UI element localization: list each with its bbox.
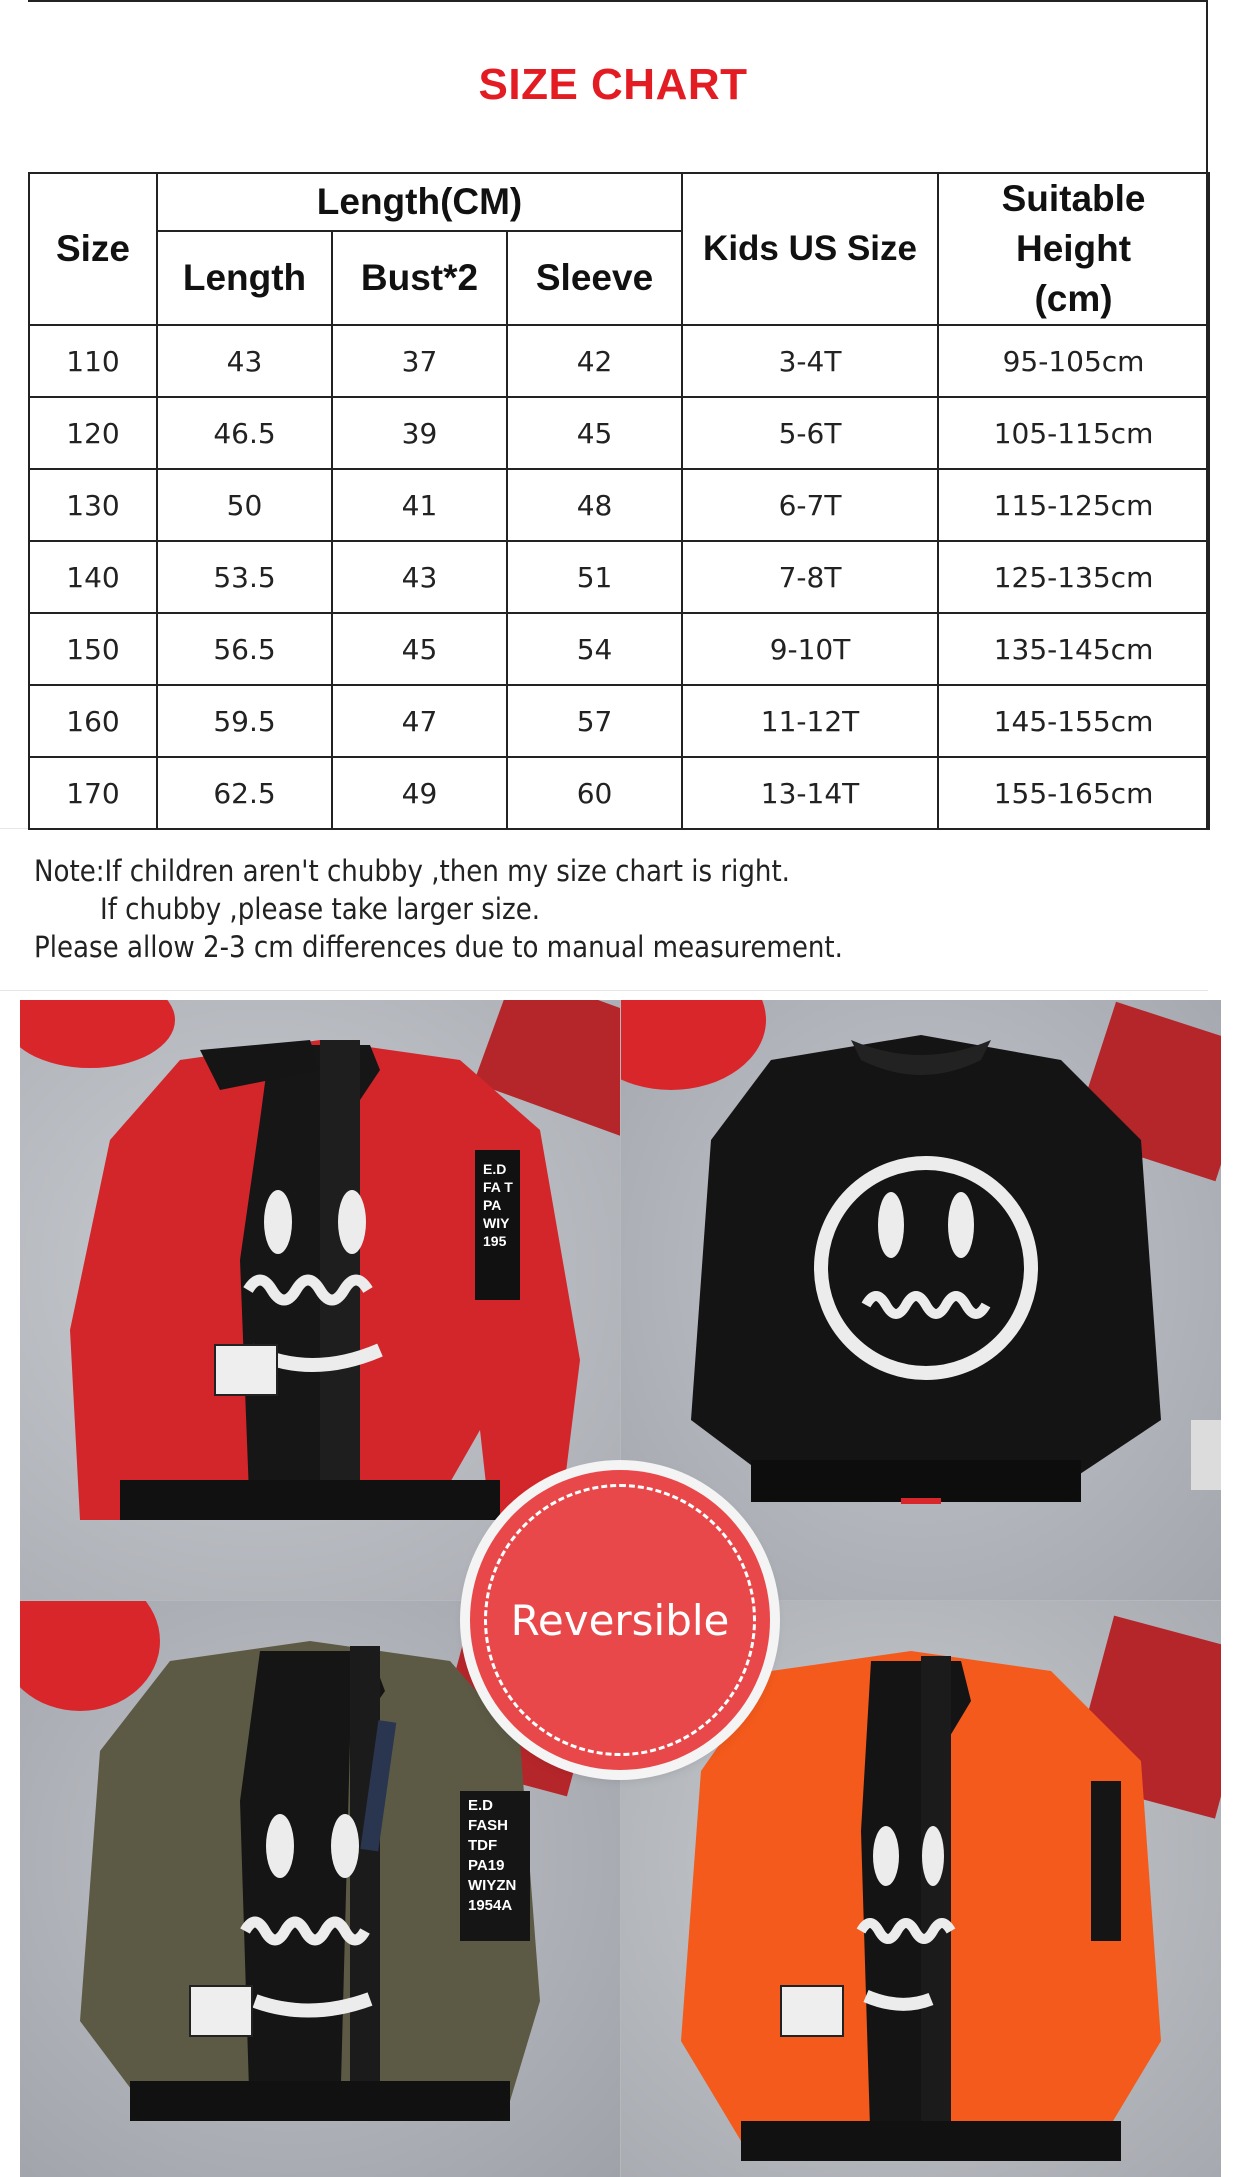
- cell-kids-us-size: 3-4T: [682, 325, 938, 397]
- table-row: [29, 541, 1209, 613]
- cell-sleeve: 45: [507, 397, 682, 469]
- table-header-row: [29, 173, 1209, 231]
- table-row: [29, 757, 1209, 829]
- header-sleeve: Sleeve: [507, 231, 682, 325]
- header-bust: Bust*2: [332, 231, 507, 325]
- cell-length: 59.5: [157, 685, 332, 757]
- cell-size: 170: [29, 757, 157, 829]
- cell-kids-us-size: 9-10T: [682, 613, 938, 685]
- cell-length: 53.5: [157, 541, 332, 613]
- size-note: [34, 852, 1184, 966]
- cell-height: 155-165cm: [938, 757, 1209, 829]
- cell-bust: 45: [332, 613, 507, 685]
- header-kids-us-size: Kids US Size: [682, 173, 938, 325]
- cell-size: 130: [29, 469, 157, 541]
- cell-size: 120: [29, 397, 157, 469]
- table-body: [29, 325, 1209, 829]
- cell-sleeve: 54: [507, 613, 682, 685]
- table-row: [29, 325, 1209, 397]
- cell-height: 105-115cm: [938, 397, 1209, 469]
- cell-sleeve: 57: [507, 685, 682, 757]
- size-table: [28, 172, 1210, 830]
- cell-height: 95-105cm: [938, 325, 1209, 397]
- note-line: Please allow 2-3 cm differences due to manual measurement.: [34, 930, 843, 964]
- cell-kids-us-size: 7-8T: [682, 541, 938, 613]
- reversible-badge: [470, 1470, 770, 1770]
- table-row: [29, 397, 1209, 469]
- header-length-group: Length(CM): [157, 173, 682, 231]
- sleeve-patch-text: E.D FA T PA WIY 195: [483, 1161, 513, 1249]
- cell-length: 50: [157, 469, 332, 541]
- page-title: SIZE CHART: [478, 60, 748, 109]
- cell-bust: 37: [332, 325, 507, 397]
- cell-size: 150: [29, 613, 157, 685]
- note-line: If chubby ,please take larger size.: [100, 892, 541, 926]
- badge-label: Reversible: [510, 1595, 730, 1645]
- cell-bust: 39: [332, 397, 507, 469]
- cell-length: 62.5: [157, 757, 332, 829]
- cell-size: 140: [29, 541, 157, 613]
- header-length: Length: [157, 231, 332, 325]
- cell-kids-us-size: 6-7T: [682, 469, 938, 541]
- note-line: Note:If children aren't chubby ,then my size chart is right.: [34, 854, 790, 888]
- cell-kids-us-size: 5-6T: [682, 397, 938, 469]
- table-row: [29, 613, 1209, 685]
- cell-sleeve: 60: [507, 757, 682, 829]
- cell-height: 125-135cm: [938, 541, 1209, 613]
- table-row: [29, 685, 1209, 757]
- cell-sleeve: 51: [507, 541, 682, 613]
- cell-height: 135-145cm: [938, 613, 1209, 685]
- cell-size: 160: [29, 685, 157, 757]
- cell-kids-us-size: 11-12T: [682, 685, 938, 757]
- sleeve-patch-text: E.D FASH TDF PA19 WIYZN 1954A: [468, 1797, 517, 1914]
- cell-size: 110: [29, 325, 157, 397]
- cell-length: 56.5: [157, 613, 332, 685]
- cell-sleeve: 48: [507, 469, 682, 541]
- header-suitable-height: Suitable Height (cm): [938, 173, 1209, 325]
- cell-bust: 41: [332, 469, 507, 541]
- cell-bust: 43: [332, 541, 507, 613]
- cell-kids-us-size: 13-14T: [682, 757, 938, 829]
- cell-length: 46.5: [157, 397, 332, 469]
- cell-bust: 49: [332, 757, 507, 829]
- cell-height: 115-125cm: [938, 469, 1209, 541]
- cell-sleeve: 42: [507, 325, 682, 397]
- table-row: [29, 469, 1209, 541]
- cell-bust: 47: [332, 685, 507, 757]
- header-size: Size: [29, 173, 157, 325]
- cell-height: 145-155cm: [938, 685, 1209, 757]
- divider: [0, 990, 1208, 991]
- cell-length: 43: [157, 325, 332, 397]
